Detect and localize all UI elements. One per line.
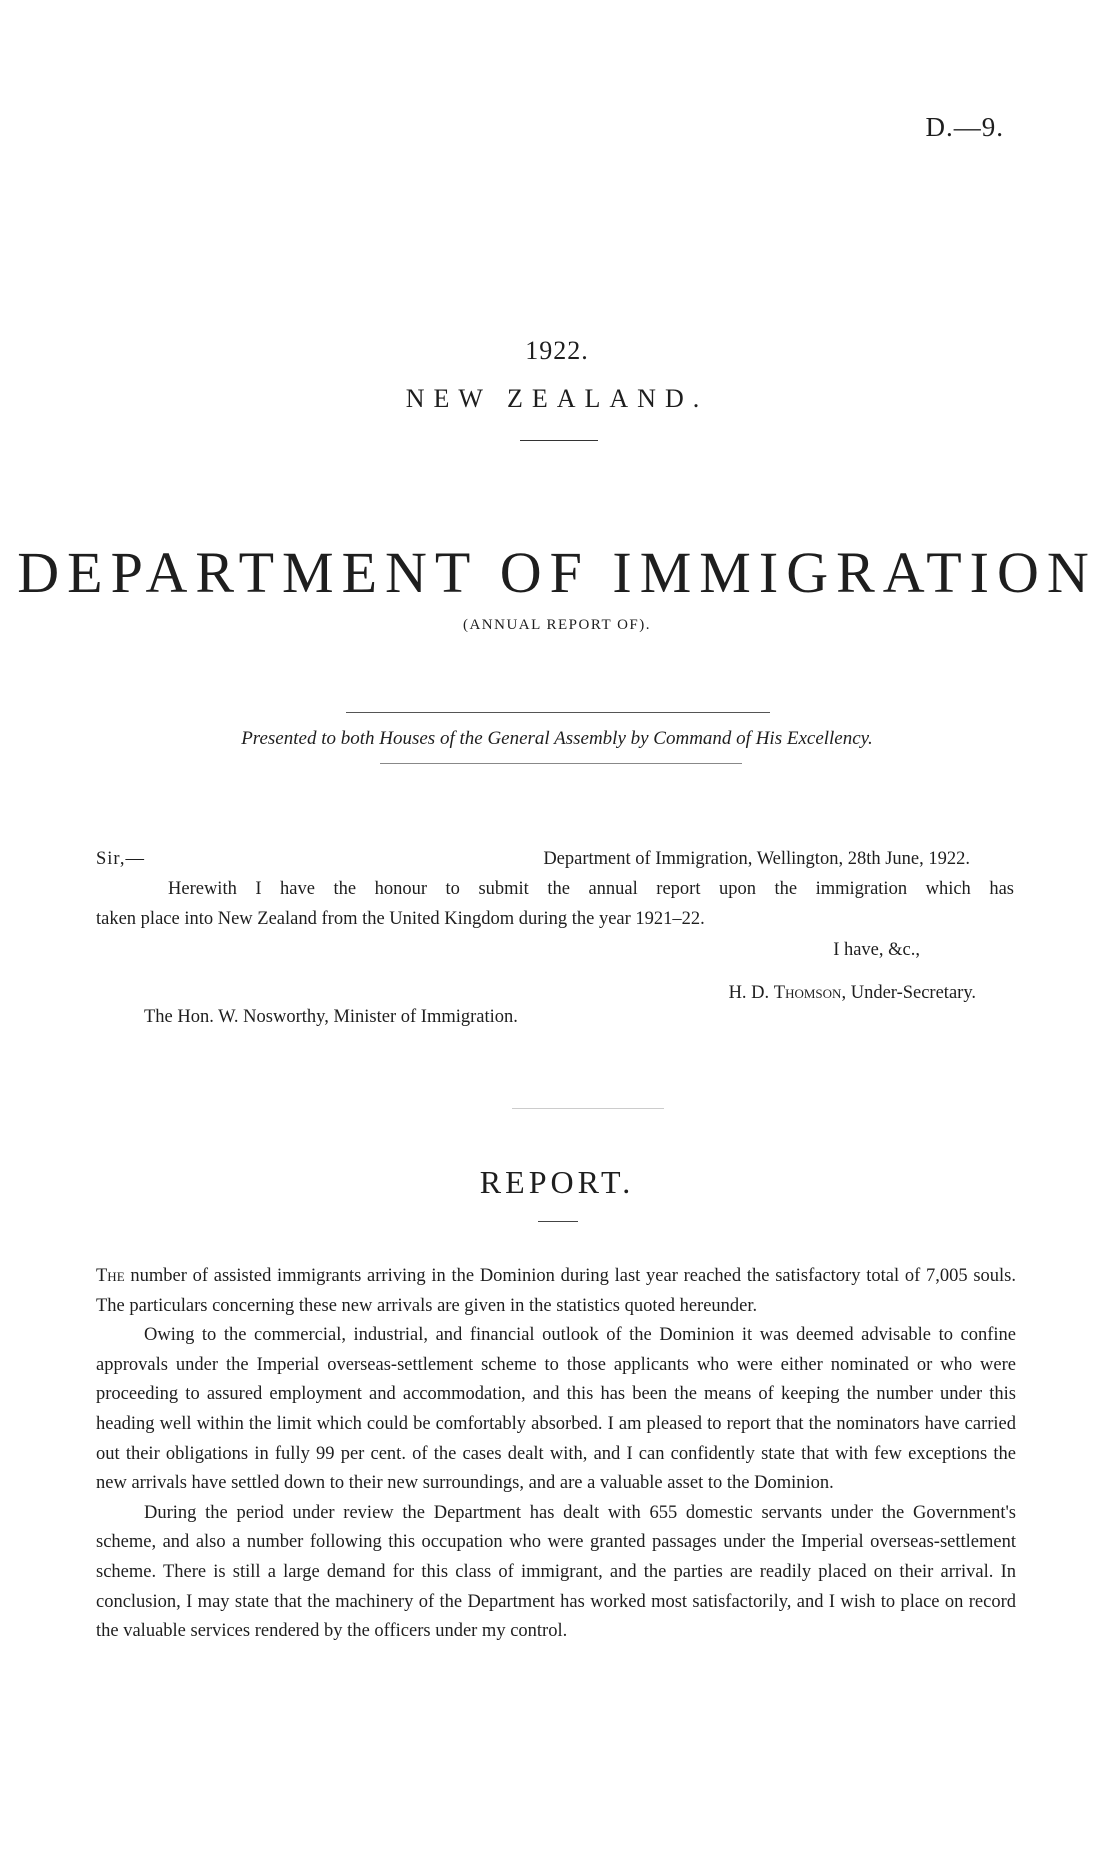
- document-code: D.—9.: [925, 112, 1004, 142]
- report-paragraph-text: number of assisted immigrants arriving in the Dominion during last year reached the satisfactory total of 7,005 souls. The particulars concerning these new arrivals are given in the statistics quoted hereunder.: [96, 1266, 1016, 1316]
- letter-body-text: Herewith I have the honour to submit the annual report upon the immigration which has: [168, 879, 1014, 899]
- page-subtitle: (ANNUAL REPORT OF).: [462, 617, 652, 633]
- signature-title: , Under-Secretary.: [841, 983, 976, 1003]
- divider-rule: [538, 1221, 578, 1222]
- letter-closing: I have, &c.,: [833, 940, 920, 960]
- divider-rule: [520, 440, 598, 441]
- divider-rule: [380, 763, 742, 764]
- letter-dateline: Department of Immigration, Wellington, 28th June, 1922.: [543, 849, 970, 869]
- divider-rule: [512, 1108, 664, 1109]
- letter-salutation: Sir,—: [96, 849, 145, 869]
- letter-body-line: taken place into New Zealand from the United Kingdom during the year 1921–22.: [96, 909, 705, 929]
- presentation-note: Presented to both Houses of the General Assembly by Command of His Excellency.: [241, 728, 873, 749]
- report-heading: REPORT.: [479, 1164, 635, 1200]
- document-year: 1922.: [525, 336, 589, 365]
- country-heading: NEW ZEALAND.: [405, 384, 709, 413]
- letter-addressee: The Hon. W. Nosworthy, Minister of Immigration.: [144, 1007, 518, 1027]
- report-paragraph: During the period under review the Department has dealt with 655 domestic servants under the Government's scheme, and also a number following this occupation who were granted passages under the Imperial overseas-settlement scheme. There is still a large demand for this class of immigrant, and the parties are readily placed on their arrival. In conclusion, I may state that the machinery of the Department has worked most satisfactorily, and I wish to place on record the valuable services rendered by the officers under my control.: [96, 1502, 1016, 1642]
- report-body: [96, 1262, 1016, 1647]
- report-paragraph: Owing to the commercial, industrial, and financial outlook of the Dominion it was deemed advisable to confine approvals under the Imperial overseas-settlement scheme to those applicants who were either nominated or who were proceeding to assured employment and accommodation, and this has been the means of keeping the number under this heading well within the limit which could be comfortably absorbed. I am pleased to report that the nominators have carried out their obligations in fully 99 per cent. of the cases dealt with, and I can confidently state that with few exceptions the new arrivals have settled down to their new surroundings, and are a valuable asset to the Dominion.: [96, 1325, 1016, 1494]
- page-title: DEPARTMENT OF IMMIGRATION: [17, 540, 1097, 605]
- signature-name: Thomson: [773, 983, 842, 1003]
- letter-body-line: [168, 879, 1014, 900]
- signature-initials: H. D.: [728, 983, 770, 1003]
- report-paragraph: [96, 1262, 1016, 1321]
- report-lead-word: The: [96, 1266, 125, 1286]
- divider-rule: [346, 712, 770, 713]
- letter-signature: [729, 983, 976, 1004]
